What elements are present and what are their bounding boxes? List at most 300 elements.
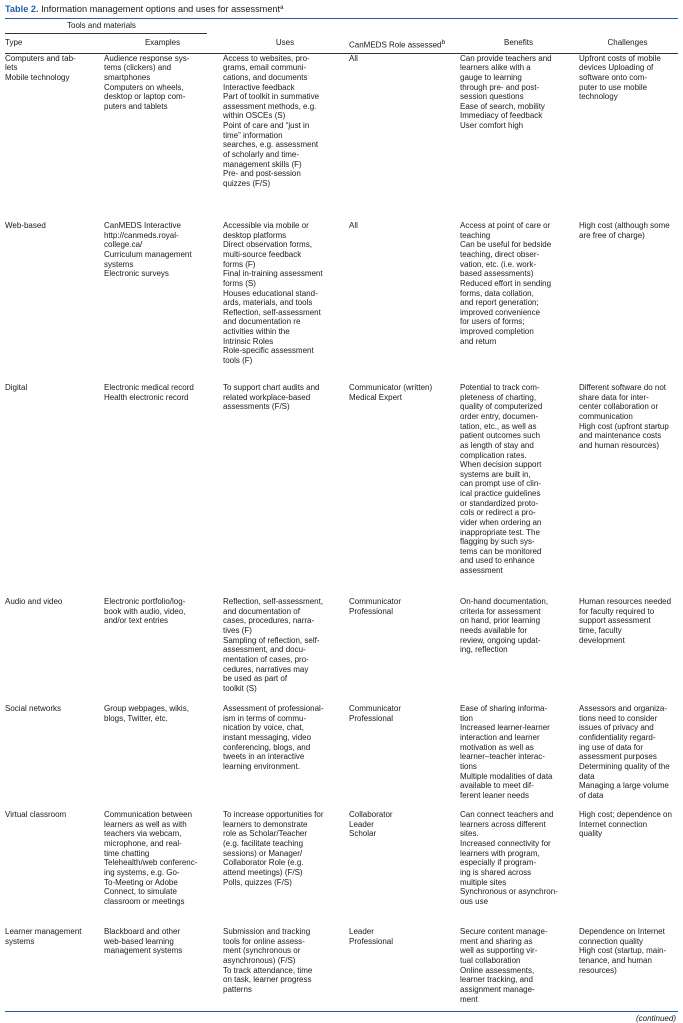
uses-line: searches, e.g. assessment bbox=[223, 140, 319, 150]
type-line: Web-based bbox=[5, 221, 46, 231]
challenges-line: connection quality bbox=[579, 936, 644, 946]
uses-line: Sampling of reflection, self- bbox=[223, 635, 320, 645]
benefits-line: Synchronous or asynchron- bbox=[460, 887, 558, 897]
benefits-line: available to meet dif- bbox=[460, 781, 534, 791]
benefits-line: learner–teacher interac- bbox=[460, 752, 545, 762]
uses-line: ism in terms of commu- bbox=[223, 713, 307, 723]
challenges-line: tions need to consider bbox=[579, 713, 658, 723]
benefits-line: Increased learner-learner bbox=[460, 723, 550, 733]
table-row bbox=[5, 597, 678, 704]
benefits-line: quality of computerized bbox=[460, 402, 543, 412]
examples-line: book with audio, video, bbox=[104, 606, 186, 616]
table-label: Table 2. bbox=[5, 4, 39, 14]
uses-line: assessment methods, e.g. bbox=[223, 101, 317, 111]
examples-line: tems (clickers) and bbox=[104, 63, 172, 73]
challenges-line: center collaboration or bbox=[579, 402, 659, 412]
challenges-line: share data for inter- bbox=[579, 392, 649, 402]
uses-line: toolkit (S) bbox=[223, 683, 257, 693]
challenges-line: High cost (upfront startup bbox=[579, 421, 669, 431]
uses-line: be used as part of bbox=[223, 674, 288, 684]
benefits-line: improved completion bbox=[460, 327, 534, 337]
benefits-line: systems are built in, bbox=[460, 469, 531, 479]
uses-line: Direct observation forms, bbox=[223, 240, 312, 250]
cell-type bbox=[5, 704, 104, 810]
uses-line: instant messaging, video bbox=[223, 733, 312, 743]
type-line: Computers and tab- bbox=[5, 53, 76, 63]
benefits-line: tual collaboration bbox=[460, 956, 521, 966]
cell-roles bbox=[349, 810, 460, 927]
continued-note: (continued) bbox=[635, 1014, 676, 1023]
benefits-line: Potential to track com- bbox=[460, 383, 540, 393]
examples-line: Electronic surveys bbox=[104, 269, 169, 279]
table-row bbox=[5, 927, 678, 1007]
benefits-line: motivation as well as bbox=[460, 742, 534, 752]
challenges-line: time, faculty bbox=[579, 626, 622, 636]
cell-roles bbox=[349, 383, 460, 597]
uses-line: Pre- and post-session bbox=[223, 169, 301, 179]
examples-line: puters and tablets bbox=[104, 101, 168, 111]
roles-line: All bbox=[349, 221, 358, 231]
roles-line: Leader bbox=[349, 927, 374, 937]
cell-challenges bbox=[579, 221, 678, 383]
cell-challenges bbox=[579, 53, 678, 221]
table-page bbox=[5, 0, 678, 1023]
uses-line: sessions) or Manager/ bbox=[223, 848, 303, 858]
uses-line: nication by voice, chat, bbox=[223, 723, 304, 733]
uses-line: Reflection, self-assessment, bbox=[223, 597, 324, 607]
cell-uses bbox=[223, 704, 349, 810]
header-uses: Uses bbox=[223, 36, 349, 53]
benefits-line: cols or redirect a pro- bbox=[460, 508, 536, 518]
cell-challenges bbox=[579, 704, 678, 810]
cell-examples bbox=[104, 53, 223, 221]
cell-type bbox=[5, 810, 104, 927]
benefits-line: Can be useful for bedside bbox=[460, 240, 552, 250]
uses-line: Polls, quizzes (F/S) bbox=[223, 877, 292, 887]
uses-line: tives (F) bbox=[223, 626, 252, 636]
uses-line: Interactive feedback bbox=[223, 82, 295, 92]
benefits-line: learners across different bbox=[460, 819, 546, 829]
uses-line: Assessment of professional- bbox=[223, 704, 324, 714]
header-benefits: Benefits bbox=[460, 36, 579, 53]
benefits-line: Ease of search, mobility bbox=[460, 101, 545, 111]
examples-line: Health electronic record bbox=[104, 392, 189, 402]
cell-benefits bbox=[460, 383, 579, 597]
challenges-line: Internet connection bbox=[579, 819, 648, 829]
uses-line: (e.g. facilitate teaching bbox=[223, 839, 304, 849]
uses-line: Reflection, self-assessment bbox=[223, 307, 321, 317]
examples-line: desktop or laptop com- bbox=[104, 92, 186, 102]
cell-roles bbox=[349, 927, 460, 1007]
benefits-line: On-hand documentation, bbox=[460, 597, 549, 607]
challenges-line: assessment purposes bbox=[579, 752, 657, 762]
examples-line: Electronic medical record bbox=[104, 383, 194, 393]
cell-benefits bbox=[460, 221, 579, 383]
benefits-line: Access at point of care or bbox=[460, 221, 551, 231]
cell-benefits bbox=[460, 927, 579, 1007]
roles-line: Scholar bbox=[349, 829, 377, 839]
uses-line: ards, materials, and tools bbox=[223, 298, 313, 308]
header-footnote-mark: b bbox=[441, 39, 446, 46]
uses-line: multi-source feedback bbox=[223, 250, 302, 260]
benefits-line: Online assessments, bbox=[460, 965, 535, 975]
roles-line: All bbox=[349, 53, 358, 63]
benefits-line: well as supporting vir- bbox=[460, 946, 538, 956]
type-line: lets bbox=[5, 63, 18, 73]
challenges-line: Dependence on Internet bbox=[579, 927, 665, 937]
challenges-line: confidentiality regard- bbox=[579, 733, 656, 743]
cell-type bbox=[5, 927, 104, 1007]
cell-benefits bbox=[460, 597, 579, 704]
benefits-line: patient outcomes such bbox=[460, 431, 541, 441]
examples-line: classroom or meetings bbox=[104, 896, 185, 906]
challenges-line: for faculty required to bbox=[579, 606, 655, 616]
challenges-line: data bbox=[579, 771, 595, 781]
cell-uses bbox=[223, 221, 349, 383]
challenges-line: Upfront costs of mobile bbox=[579, 53, 661, 63]
benefits-line: sites. bbox=[460, 829, 479, 839]
benefits-line: learner tracking, and bbox=[460, 975, 533, 985]
challenges-line: software onto com- bbox=[579, 72, 648, 82]
benefits-line: tems can be monitored bbox=[460, 546, 542, 556]
benefits-line: Ease of sharing informa- bbox=[460, 704, 548, 714]
examples-line: time chatting bbox=[104, 848, 150, 858]
benefits-line: improved convenience bbox=[460, 307, 541, 317]
cell-examples bbox=[104, 810, 223, 927]
table-row bbox=[5, 53, 678, 221]
header-role-label: CanMEDS Role assessed bbox=[349, 40, 442, 50]
benefits-line: ment bbox=[460, 994, 478, 1004]
benefits-line: tation, etc., as well as bbox=[460, 421, 537, 431]
benefits-line: through pre- and post- bbox=[460, 82, 540, 92]
benefits-line: and return bbox=[460, 336, 497, 346]
challenges-line: Managing a large volume bbox=[579, 781, 669, 791]
roles-line: Communicator bbox=[349, 597, 402, 607]
roles-line: Professional bbox=[349, 713, 394, 723]
uses-line: quizzes (F/S) bbox=[223, 178, 271, 188]
column-group-header bbox=[5, 19, 678, 33]
cell-challenges bbox=[579, 383, 678, 597]
benefits-line: and report generation; bbox=[460, 298, 539, 308]
uses-line: attend meetings) (F/S) bbox=[223, 867, 303, 877]
examples-line: CanMEDS Interactive bbox=[104, 221, 181, 231]
cell-challenges bbox=[579, 810, 678, 927]
cell-type bbox=[5, 597, 104, 704]
challenges-line: Determining quality of the bbox=[579, 761, 670, 771]
benefits-line: teaching, direct obser- bbox=[460, 250, 540, 260]
header-role bbox=[349, 36, 460, 53]
uses-line: Houses educational stand- bbox=[223, 288, 318, 298]
uses-line: activities within the bbox=[223, 327, 290, 337]
examples-line: Blackboard and other bbox=[104, 927, 181, 937]
challenges-line: and human resources) bbox=[579, 440, 660, 450]
cell-uses bbox=[223, 927, 349, 1007]
benefits-line: inappropriate test. The bbox=[460, 527, 540, 537]
uses-line: To track attendance, time bbox=[223, 965, 313, 975]
uses-line: Intrinsic Roles bbox=[223, 336, 274, 346]
uses-line: on task, learner progress bbox=[223, 975, 312, 985]
benefits-line: order entry, documen- bbox=[460, 412, 539, 422]
uses-line: learning environment. bbox=[223, 761, 300, 771]
examples-line: systems bbox=[104, 259, 134, 269]
cell-challenges bbox=[579, 927, 678, 1007]
benefits-line: ment and sharing as bbox=[460, 936, 533, 946]
uses-line: tools for online assess- bbox=[223, 936, 305, 946]
examples-line: and/or text entries bbox=[104, 616, 169, 626]
table-bottom-rule bbox=[5, 1011, 678, 1012]
cell-uses bbox=[223, 383, 349, 597]
uses-line: Collaborator Role (e.g. bbox=[223, 858, 304, 868]
benefits-line: on hand, prior learning bbox=[460, 616, 541, 626]
examples-line: microphone, and real- bbox=[104, 839, 182, 849]
cell-examples bbox=[104, 704, 223, 810]
benefits-line: assignment manage- bbox=[460, 984, 535, 994]
examples-line: teachers via webcam, bbox=[104, 829, 182, 839]
examples-line: Electronic portfolio/log- bbox=[104, 597, 186, 607]
examples-line: To-Meeting or Adobe bbox=[104, 877, 178, 887]
benefits-line: criteria for assessment bbox=[460, 606, 541, 616]
table-row bbox=[5, 221, 678, 383]
uses-line: tweets in an interactive bbox=[223, 752, 305, 762]
challenges-line: and maintenance costs bbox=[579, 431, 662, 441]
uses-line: time” information bbox=[223, 130, 283, 140]
uses-line: forms (F) bbox=[223, 259, 256, 269]
table-caption bbox=[5, 3, 678, 16]
type-line: Virtual classroom bbox=[5, 810, 67, 820]
uses-line: asynchronous) (F/S) bbox=[223, 956, 296, 966]
benefits-line: teaching bbox=[460, 230, 491, 240]
table-row bbox=[5, 810, 678, 927]
benefits-line: as length of stay and bbox=[460, 440, 534, 450]
uses-line: Accessible via mobile or bbox=[223, 221, 309, 231]
cell-examples bbox=[104, 383, 223, 597]
caption-footnote-mark: a bbox=[280, 5, 284, 11]
cell-uses bbox=[223, 597, 349, 704]
benefits-line: and used to enhance bbox=[460, 556, 535, 566]
column-group-rule bbox=[5, 33, 207, 34]
challenges-line: resources) bbox=[579, 965, 617, 975]
type-line: Audio and video bbox=[5, 597, 63, 607]
benefits-line: ous use bbox=[460, 896, 489, 906]
examples-line: Audience response sys- bbox=[104, 53, 190, 63]
cell-type bbox=[5, 53, 104, 221]
cell-type bbox=[5, 221, 104, 383]
uses-line: assessments (F/S) bbox=[223, 402, 290, 412]
examples-line: Telehealth/web conferenc- bbox=[104, 858, 198, 868]
benefits-line: learners alike with a bbox=[460, 63, 531, 73]
cell-challenges bbox=[579, 597, 678, 704]
benefits-line: session questions bbox=[460, 92, 524, 102]
examples-line: management systems bbox=[104, 946, 183, 956]
benefits-line: assessment bbox=[460, 566, 503, 576]
header-type: Type bbox=[5, 36, 104, 53]
challenges-line: are free of charge) bbox=[579, 230, 645, 240]
uses-line: and documentation of bbox=[223, 606, 300, 616]
roles-line: Professional bbox=[349, 936, 394, 946]
uses-line: role as Scholar/Teacher bbox=[223, 829, 308, 839]
benefits-line: can prompt use of clin- bbox=[460, 479, 541, 489]
benefits-line: flagging by such sys- bbox=[460, 537, 535, 547]
examples-line: http://canmeds.royal- bbox=[104, 230, 179, 240]
benefits-line: ing, reflection bbox=[460, 645, 508, 655]
uses-line: related workplace-based bbox=[223, 392, 311, 402]
type-line: Learner management bbox=[5, 927, 82, 937]
challenges-line: quality bbox=[579, 829, 603, 839]
table-row bbox=[5, 383, 678, 597]
cell-benefits bbox=[460, 53, 579, 221]
uses-line: cases, procedures, narra- bbox=[223, 616, 315, 626]
benefits-line: ferent leaner needs bbox=[460, 790, 529, 800]
uses-line: Point of care and “just in bbox=[223, 121, 310, 131]
benefits-line: vation, etc. (i.e. work- bbox=[460, 259, 537, 269]
cell-uses bbox=[223, 53, 349, 221]
challenges-line: communication bbox=[579, 412, 633, 422]
benefits-line: Multiple modalities of data bbox=[460, 771, 553, 781]
challenges-line: Different software do not bbox=[579, 383, 667, 393]
benefits-line: interaction and learner bbox=[460, 733, 540, 743]
uses-line: ment (synchronous or bbox=[223, 946, 301, 956]
cell-uses bbox=[223, 810, 349, 927]
benefits-line: Increased connectivity for bbox=[460, 839, 551, 849]
examples-line: smartphones bbox=[104, 72, 151, 82]
benefits-line: multiple sites bbox=[460, 877, 507, 887]
uses-line: Submission and tracking bbox=[223, 927, 311, 937]
benefits-line: ical practice guidelines bbox=[460, 489, 541, 499]
uses-line: To increase opportunities for bbox=[223, 810, 324, 820]
challenges-line: tenance, and human bbox=[579, 956, 652, 966]
benefits-line: tion bbox=[460, 713, 473, 723]
cell-examples bbox=[104, 597, 223, 704]
examples-line: web-based learning bbox=[104, 936, 174, 946]
uses-line: desktop platforms bbox=[223, 230, 287, 240]
cell-roles bbox=[349, 221, 460, 383]
benefits-line: User comfort high bbox=[460, 121, 524, 131]
examples-line: Communication between bbox=[104, 810, 193, 820]
roles-line: Communicator bbox=[349, 704, 402, 714]
cell-type bbox=[5, 383, 104, 597]
examples-line: Computers on wheels, bbox=[104, 82, 184, 92]
uses-line: Final in-training assessment bbox=[223, 269, 323, 279]
uses-line: management skills (F) bbox=[223, 159, 302, 169]
header-challenges: Challenges bbox=[579, 36, 678, 53]
benefits-line: needs available for bbox=[460, 626, 528, 636]
benefits-line: complication rates. bbox=[460, 450, 527, 460]
challenges-line: puter to use mobile bbox=[579, 82, 648, 92]
challenges-line: Assessors and organiza- bbox=[579, 704, 668, 714]
benefits-line: Reduced effort in sending bbox=[460, 278, 552, 288]
uses-line: grams, email communi- bbox=[223, 63, 307, 73]
challenges-line: Human resources needed bbox=[579, 597, 672, 607]
uses-line: mentation of cases, pro- bbox=[223, 654, 309, 664]
challenges-line: development bbox=[579, 635, 625, 645]
table-row bbox=[5, 704, 678, 810]
benefits-line: gauge to learning bbox=[460, 72, 522, 82]
benefits-line: for users of forms; bbox=[460, 317, 525, 327]
benefits-line: vider when ordering an bbox=[460, 517, 542, 527]
challenges-line: support assessment bbox=[579, 616, 651, 626]
challenges-line: High cost; dependence on bbox=[579, 810, 672, 820]
cell-examples bbox=[104, 221, 223, 383]
benefits-line: Can connect teachers and bbox=[460, 810, 554, 820]
uses-line: Access to websites, pro- bbox=[223, 53, 310, 63]
uses-line: cedures, narratives may bbox=[223, 664, 309, 674]
uses-line: and documentation re bbox=[223, 317, 301, 327]
benefits-line: pleteness of charting, bbox=[460, 392, 537, 402]
challenges-line: High cost (startup, main- bbox=[579, 946, 667, 956]
table-title: Information management options and uses for assessment bbox=[41, 4, 281, 14]
type-line: Digital bbox=[5, 383, 28, 393]
roles-line: Medical Expert bbox=[349, 392, 402, 402]
uses-line: assessment, and docu- bbox=[223, 645, 306, 655]
cell-examples bbox=[104, 927, 223, 1007]
uses-line: within OSCEs (S) bbox=[223, 111, 286, 121]
column-group-label: Tools and materials bbox=[67, 21, 136, 30]
examples-line: college.ca/ bbox=[104, 240, 143, 250]
benefits-line: Secure content manage- bbox=[460, 927, 548, 937]
uses-line: of scholarly and time- bbox=[223, 149, 300, 159]
cell-roles bbox=[349, 704, 460, 810]
benefits-line: ing is shared across bbox=[460, 867, 532, 877]
cell-roles bbox=[349, 597, 460, 704]
roles-line: Professional bbox=[349, 606, 394, 616]
benefits-line: or standardized proto- bbox=[460, 498, 539, 508]
challenges-line: ing use of data for bbox=[579, 742, 644, 752]
uses-line: conferencing, blogs, and bbox=[223, 742, 311, 752]
roles-line: Leader bbox=[349, 819, 374, 829]
benefits-line: based assessments) bbox=[460, 269, 534, 279]
challenges-line: issues of privacy and bbox=[579, 723, 654, 733]
examples-line: Group webpages, wikis, bbox=[104, 704, 189, 714]
examples-line: blogs, Twitter, etc. bbox=[104, 713, 168, 723]
uses-line: tools (F) bbox=[223, 355, 253, 365]
cell-benefits bbox=[460, 704, 579, 810]
examples-line: ing systems, e.g. Go- bbox=[104, 867, 180, 877]
uses-line: cations, and documents bbox=[223, 72, 308, 82]
challenges-line: devices Uploading of bbox=[579, 63, 654, 73]
examples-line: Curriculum management bbox=[104, 250, 192, 260]
challenges-line: of data bbox=[579, 790, 604, 800]
uses-line: patterns bbox=[223, 984, 252, 994]
benefits-line: Immediacy of feedback bbox=[460, 111, 543, 121]
type-line: systems bbox=[5, 936, 35, 946]
benefits-line: tions bbox=[460, 761, 477, 771]
benefits-line: review, ongoing updat- bbox=[460, 635, 541, 645]
type-line: Mobile technology bbox=[5, 72, 70, 82]
uses-line: learners to demonstrate bbox=[223, 819, 308, 829]
cell-roles bbox=[349, 53, 460, 221]
challenges-line: technology bbox=[579, 92, 618, 102]
uses-line: forms (S) bbox=[223, 278, 256, 288]
benefits-line: When decision support bbox=[460, 460, 542, 470]
cell-benefits bbox=[460, 810, 579, 927]
roles-line: Collaborator bbox=[349, 810, 393, 820]
assessment-table bbox=[5, 36, 678, 1007]
uses-line: Part of toolkit in summative bbox=[223, 92, 320, 102]
challenges-line: High cost (although some bbox=[579, 221, 670, 231]
benefits-line: especially if program- bbox=[460, 858, 537, 868]
header-examples: Examples bbox=[104, 36, 223, 53]
type-line: Social networks bbox=[5, 704, 62, 714]
benefits-line: learners with program, bbox=[460, 848, 540, 858]
column-header-row bbox=[5, 36, 678, 53]
benefits-line: forms, data collation, bbox=[460, 288, 534, 298]
examples-line: learners as well as with bbox=[104, 819, 187, 829]
examples-line: Connect, to simulate bbox=[104, 887, 177, 897]
benefits-line: Can provide teachers and bbox=[460, 53, 552, 63]
uses-line: Role-specific assessment bbox=[223, 346, 314, 356]
uses-line: To support chart audits and bbox=[223, 383, 320, 393]
roles-line: Communicator (written) bbox=[349, 383, 433, 393]
